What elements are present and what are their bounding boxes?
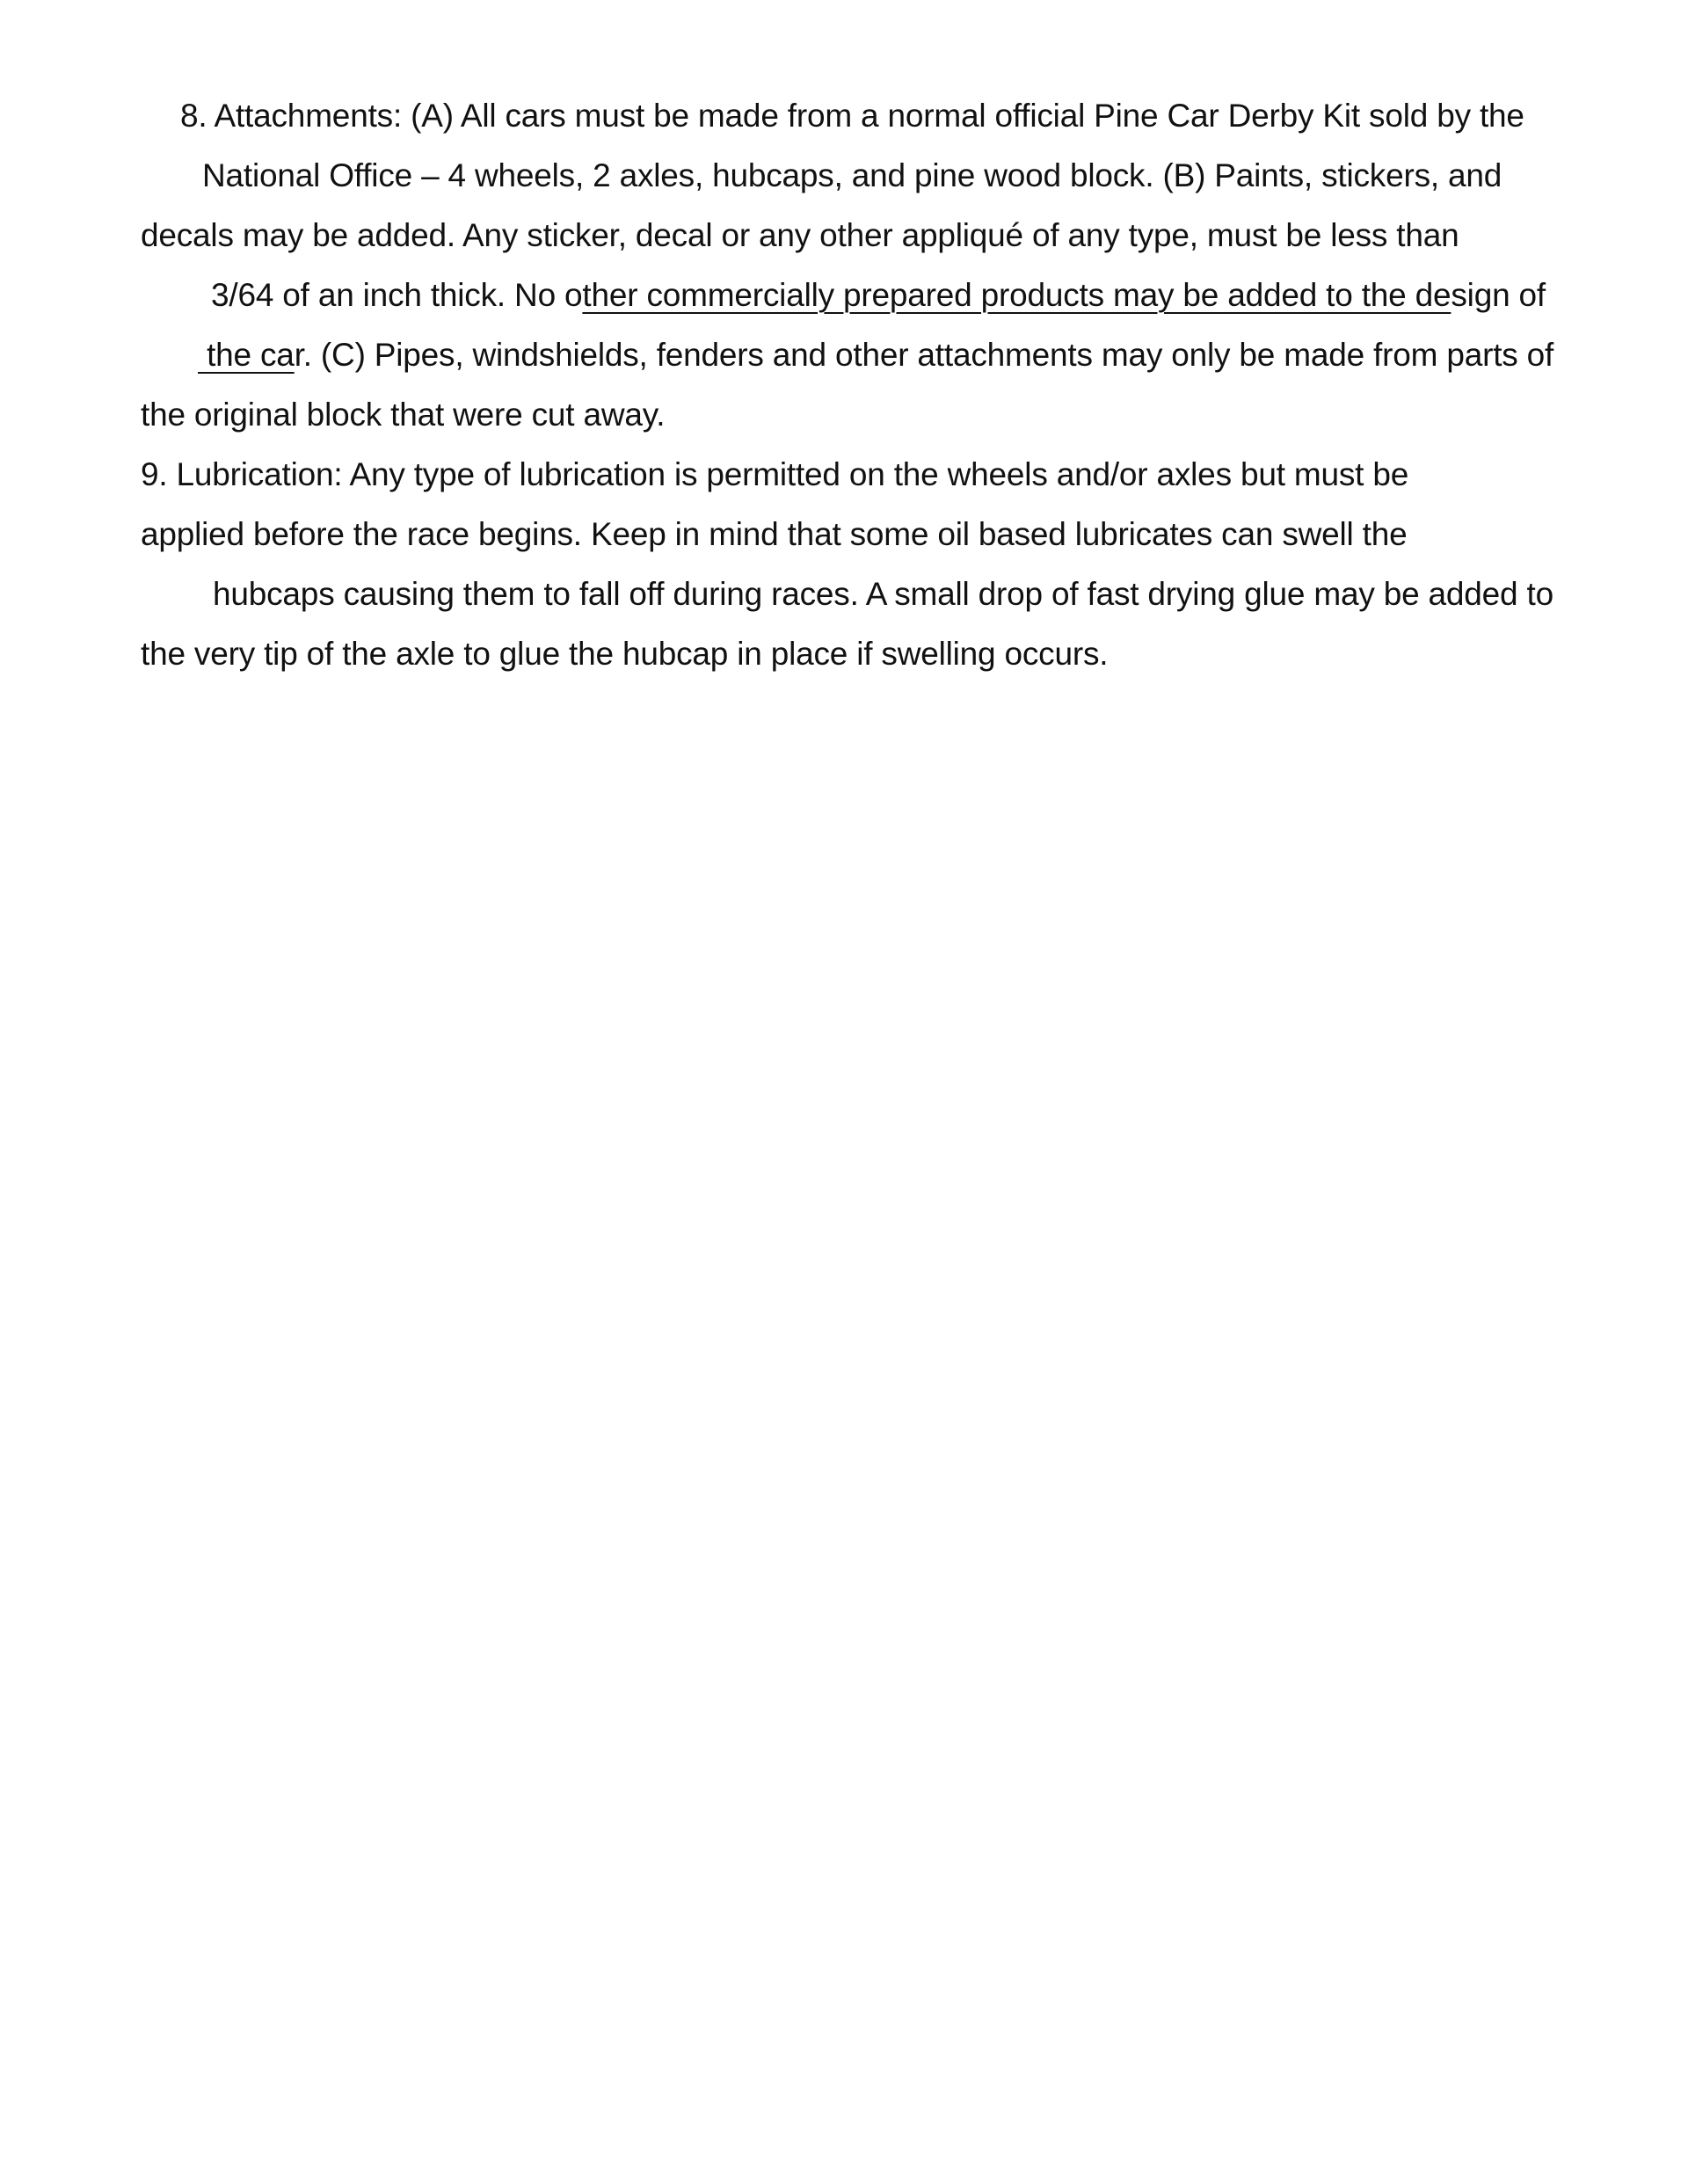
rule-8-line-5-underlined-text: the ca (198, 337, 295, 373)
rule-9-line-4: the very tip of the axle to glue the hubcap in place if swelling occurs. (141, 636, 1109, 672)
rule-8-line-5 (198, 333, 1553, 377)
rule-8-line-3: decals may be added. Any sticker, decal or any other appliqué of any type, must be less than (141, 217, 1459, 253)
rule-8-line-2: National Office – 4 wheels, 2 axles, hubcaps, and pine wood block. (B) Paints, stickers, and (202, 157, 1502, 193)
rule-8-line-5-text-end: r. (C) Pipes, windshields, fenders and other attachments may only be made from parts of (294, 337, 1554, 373)
rule-9-line-2: applied before the race begins. Keep in mind that some oil based lubricates can swell the (141, 516, 1408, 552)
rule-8-line-4-text-end: sign of (1451, 277, 1546, 313)
rule-8-line-4-text-start: 3/64 of an inch thick. No o (211, 277, 583, 313)
rule-8-line-1: 8. Attachments: (A) All cars must be made from a normal official Pine Car Derby Kit sold by the (180, 98, 1524, 134)
rule-9-line-1: 9. Lubrication: Any type of lubrication is permitted on the wheels and/or axles but must be (141, 456, 1409, 492)
rule-8-line-4-underlined-text: ther commercially prepared products may be added to the de (582, 277, 1452, 313)
rule-8-line-4 (211, 273, 1546, 317)
rule-9-line-3: hubcaps causing them to fall off during races. A small drop of fast drying glue may be added to (213, 576, 1553, 612)
rule-8-line-6: the original block that were cut away. (141, 397, 666, 433)
